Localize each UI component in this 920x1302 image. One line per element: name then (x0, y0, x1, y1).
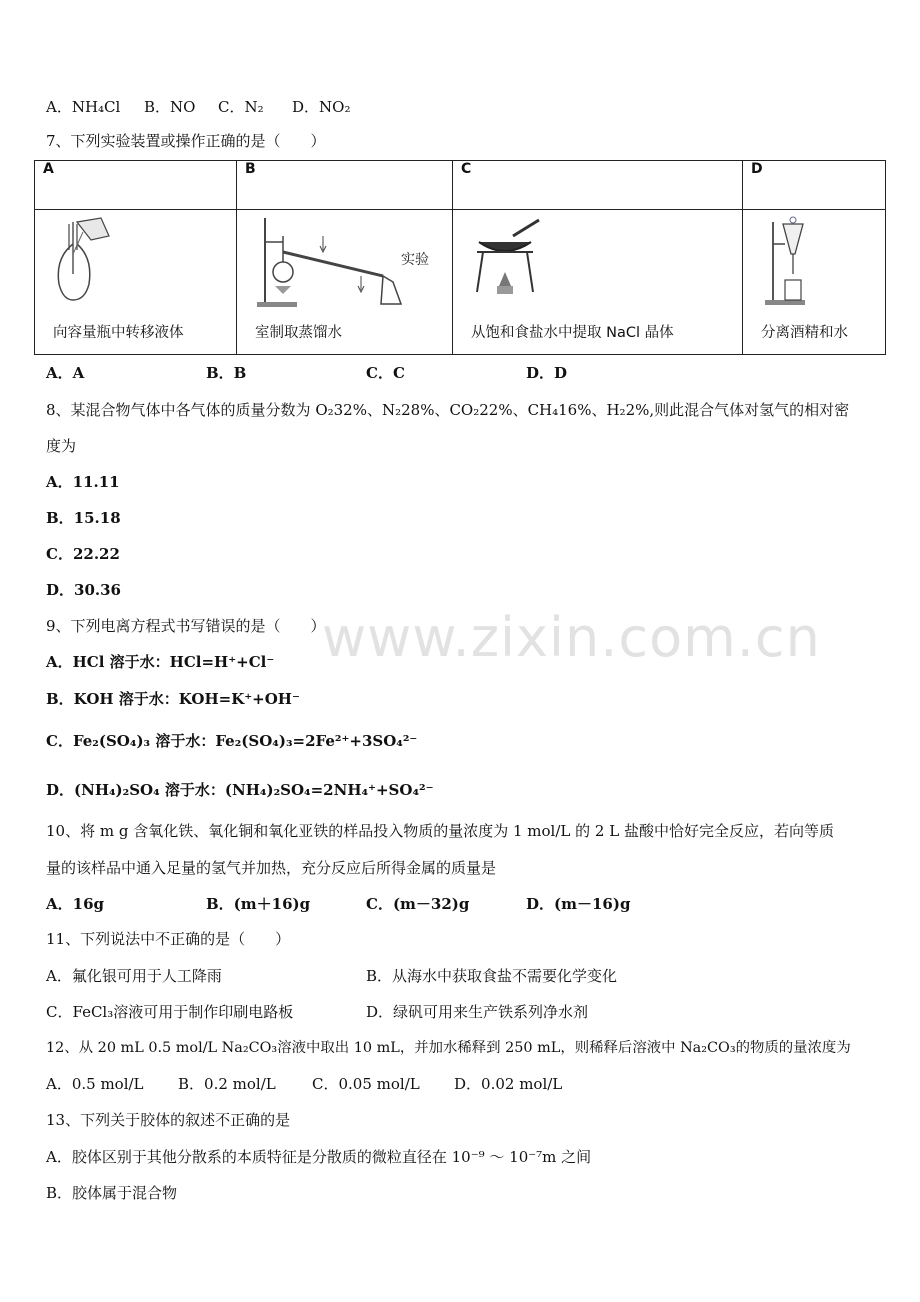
q8-option-c: C．22.22 (46, 545, 120, 563)
q7-stem: 7、下列实验装置或操作正确的是（ ） (46, 132, 326, 150)
q11-stem: 11、下列说法中不正确的是（ ） (46, 930, 291, 948)
q7-option-b: B．B (206, 364, 247, 382)
q8-stem-line2: 度为 (46, 437, 77, 455)
img-b-label: 实验 (401, 252, 429, 268)
q12-option-a: A．0.5 mol/L (46, 1075, 144, 1093)
q7-option-a: A．A (46, 364, 85, 382)
q7-apparatus-table (34, 160, 886, 355)
q8-option-a: A．11.11 (46, 473, 120, 491)
q9-stem: 9、下列电离方程式书写错误的是（ ） (46, 617, 326, 635)
volumetric-flask-figure (51, 214, 121, 306)
q8-stem-line1: 8、某混合物气体中各气体的质量分数为 O₂32%、N₂28%、CO₂22%、CH₄16%、H₂2%,则此混合气体对氢气的相对密 (46, 401, 850, 419)
q9-option-c: C．Fe₂(SO₄)₃ 溶于水：Fe₂(SO₄)₃=2Fe²⁺+3SO₄²⁻ (46, 732, 418, 750)
q7-caption-c: 从饱和食盐水中提取 NaCl 晶体 (471, 325, 674, 341)
q6-options-row (46, 97, 350, 117)
q12-stem: 12、从 20 mL 0.5 mol/L Na₂CO₃溶液中取出 10 mL，并加水稀释到 250 mL，则稀释后溶液中 Na₂CO₃的物质的量浓度为 (46, 1040, 851, 1056)
q12-options-row (46, 1074, 562, 1094)
q7-header-d: D (743, 161, 886, 210)
q11-option-c: C．FeCl₃溶液可用于制作印刷电路板 (46, 1003, 294, 1021)
distillation-apparatus-figure (253, 214, 438, 312)
q7-option-c: C．C (366, 364, 405, 382)
separatory-funnel-figure (759, 214, 819, 308)
q10-option-b: B．(m＋16)g (206, 895, 311, 913)
q11-option-a: A．氟化银可用于人工降雨 (46, 967, 222, 985)
q7-cell-c (453, 210, 743, 355)
q7-cell-d (743, 210, 886, 355)
q8-option-d: D．30.36 (46, 581, 121, 599)
q10-stem-line1: 10、将 m g 含氧化铁、氧化铜和氧化亚铁的样品投入物质的量浓度为 1 mol/L 的 2 L 盐酸中恰好完全反应，若向等质 (46, 822, 834, 840)
q7-caption-d: 分离酒精和水 (761, 325, 848, 341)
q10-option-a: A．16g (46, 895, 105, 913)
q11-options-row1 (46, 966, 617, 986)
q7-cell-b (237, 210, 453, 355)
q13-option-a: A．胶体区别于其他分散系的本质特征是分散质的微粒直径在 10⁻⁹ ～ 10⁻⁷m 之间 (46, 1148, 592, 1166)
watermark: www.zixin.com.cn (322, 606, 821, 669)
q7-caption-a: 向容量瓶中转移液体 (53, 325, 184, 341)
q7-options-row (46, 363, 567, 383)
q12-option-c: C．0.05 mol/L (312, 1075, 420, 1093)
q12-option-b: B．0.2 mol/L (178, 1075, 276, 1093)
q6-option-c: C．N₂ (218, 98, 264, 116)
q7-header-c: C (453, 161, 743, 210)
q10-option-d: D．(m－16)g (526, 895, 631, 913)
q8-option-b: B．15.18 (46, 509, 121, 527)
q11-option-b: B．从海水中获取食盐不需要化学变化 (366, 967, 618, 985)
q6-option-b: B．NO (144, 98, 196, 116)
q9-option-a: A．HCl 溶于水：HCl=H⁺+Cl⁻ (46, 653, 275, 671)
q13-stem: 13、下列关于胶体的叙述不正确的是 (46, 1111, 291, 1129)
q9-option-b: B．KOH 溶于水：KOH=K⁺+OH⁻ (46, 690, 300, 708)
q10-stem-line2: 量的该样品中通入足量的氢气并加热，充分反应后所得金属的质量是 (46, 859, 497, 877)
q9-option-d: D．(NH₄)₂SO₄ 溶于水：(NH₄)₂SO₄=2NH₄⁺+SO₄²⁻ (46, 781, 434, 799)
evaporating-dish-figure (469, 214, 549, 304)
q7-option-d: D．D (526, 364, 568, 382)
q6-option-d: D．NO₂ (292, 98, 351, 116)
q13-option-b: B．胶体属于混合物 (46, 1184, 178, 1202)
q7-header-a: A (35, 161, 237, 210)
q12-option-d: D．0.02 mol/L (454, 1075, 563, 1093)
q7-caption-b: 室制取蒸馏水 (255, 325, 342, 341)
q6-option-a: A．NH₄Cl (46, 98, 121, 116)
q7-cell-a (35, 210, 237, 355)
q11-options-row2 (46, 1002, 588, 1022)
q10-options-row (46, 894, 630, 914)
q7-header-b: B (237, 161, 453, 210)
q10-option-c: C．(m－32)g (366, 895, 470, 913)
q11-option-d: D．绿矾可用来生产铁系列净水剂 (366, 1003, 589, 1021)
